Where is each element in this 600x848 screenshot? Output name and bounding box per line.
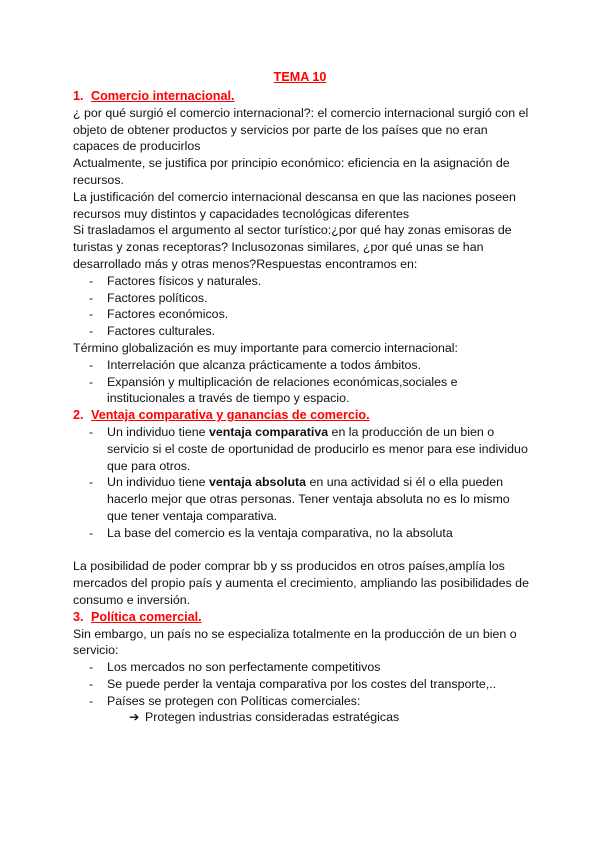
list-item <box>73 273 533 290</box>
spacer <box>73 542 533 559</box>
dash-bullet: - <box>89 424 94 439</box>
dash-bullet: - <box>89 273 94 288</box>
advantage-list <box>73 424 533 542</box>
list-item <box>73 290 533 307</box>
section-title: Política comercial. <box>91 609 202 624</box>
list-item <box>73 676 533 693</box>
dash-bullet: - <box>89 475 94 490</box>
paragraph: Si trasladamos el argumento al sector turístico:¿por qué hay zonas emisoras de turistas y zonas receptoras? Inclusozonas similares, ¿por qué unas se han desarrollado más y otras menos?Respuestas encontramos en: <box>73 223 512 271</box>
arrow-item-text: Protegen industrias consideradas estratégicas <box>145 710 400 725</box>
list-item <box>73 659 533 676</box>
list-item-text: Un individuo tiene <box>107 424 209 439</box>
section-heading-3 <box>73 609 533 626</box>
list-item-text: Factores físicos y naturales. <box>107 273 262 288</box>
list-item <box>73 374 533 408</box>
dash-bullet: - <box>89 357 94 372</box>
bold-term: ventaja comparativa <box>208 424 329 439</box>
globalization-list <box>73 357 533 407</box>
paragraph: Término globalización es muy importante para comercio internacional: <box>73 340 458 355</box>
section-title: Comercio internacional. <box>91 89 235 103</box>
list-item-text: Países se protegen con Políticas comerciales: <box>107 693 361 708</box>
dash-bullet: - <box>89 525 94 540</box>
list-item-text: Factores económicos. <box>107 307 229 322</box>
section-heading-2 <box>73 407 533 424</box>
list-item-text: La base del comercio es la ventaja comparativa, no la absoluta <box>107 525 453 540</box>
paragraph: Sin embargo, un país no se especializa totalmente en la producción de un bien o servicio: <box>73 626 517 658</box>
section-heading-1 <box>73 88 533 105</box>
policy-list <box>73 659 533 709</box>
list-item-text: en la producción de un bien o servicio si el coste de oportunidad de producirlo es menor para ese individuo que para otros. <box>107 424 528 473</box>
factors-list <box>73 273 533 340</box>
dash-bullet: - <box>89 290 94 305</box>
section-number: 3. <box>73 609 84 624</box>
list-item-text: Un individuo tiene <box>107 475 209 490</box>
dash-bullet: - <box>89 324 94 339</box>
dash-bullet: - <box>89 693 94 708</box>
list-item-text: en una actividad si él o ella pueden hacerlo mejor que otras personas. Tener ventaja absoluta no es lo mismo que tener ventaja comparativa. <box>107 475 510 523</box>
list-item-text: Expansión y multiplicación de relaciones económicas,sociales e institucionales a través de tiempo y espacio. <box>107 374 458 406</box>
list-item <box>73 474 533 524</box>
bold-term: ventaja absoluta <box>208 475 307 490</box>
right-arrow-icon: ➔ <box>129 710 140 725</box>
dash-bullet: - <box>89 307 94 322</box>
list-item-text: Los mercados no son perfectamente competitivos <box>107 660 381 675</box>
paragraph: Actualmente, se justifica por principio económico: eficiencia en la asignación de recursos. <box>73 156 510 187</box>
dash-bullet: - <box>89 374 94 389</box>
section-title: Ventaja comparativa y ganancias de comercio. <box>91 408 370 423</box>
list-item <box>73 525 533 542</box>
list-item <box>73 323 533 340</box>
list-item-text: Se puede perder la ventaja comparativa por los costes del transporte,.. <box>107 676 497 691</box>
dash-bullet: - <box>89 676 94 691</box>
paragraph: ¿ por qué surgió el comercio internacional?: el comercio internacional surgió con el objeto de obtener productos y servicios por parte de los países que no eran capaces de producirlos <box>73 105 529 154</box>
section-number: 2. <box>73 408 84 423</box>
list-item-text: Interrelación que alcanza prácticamente a todos ámbitos. <box>107 357 422 372</box>
arrow-item <box>73 709 533 726</box>
list-item <box>73 306 533 323</box>
list-item <box>73 424 533 474</box>
document-title: TEMA 10 <box>273 70 327 84</box>
section-number: 1. <box>73 89 84 103</box>
dash-bullet: - <box>89 660 94 675</box>
document-body <box>73 88 533 726</box>
list-item <box>73 693 533 710</box>
paragraph: La justificación del comercio internacional descansa en que las naciones poseen recursos muy distintos y capacidades tecnológicas diferentes <box>73 189 516 221</box>
list-item-text: Factores culturales. <box>107 324 216 339</box>
list-item-text: Factores políticos. <box>107 290 208 305</box>
list-item <box>73 357 533 374</box>
paragraph: La posibilidad de poder comprar bb y ss producidos en otros países,amplía los mercados del propio país y aumenta el crecimiento, ampliando las posibilidades de consumo e inversión. <box>73 559 529 607</box>
